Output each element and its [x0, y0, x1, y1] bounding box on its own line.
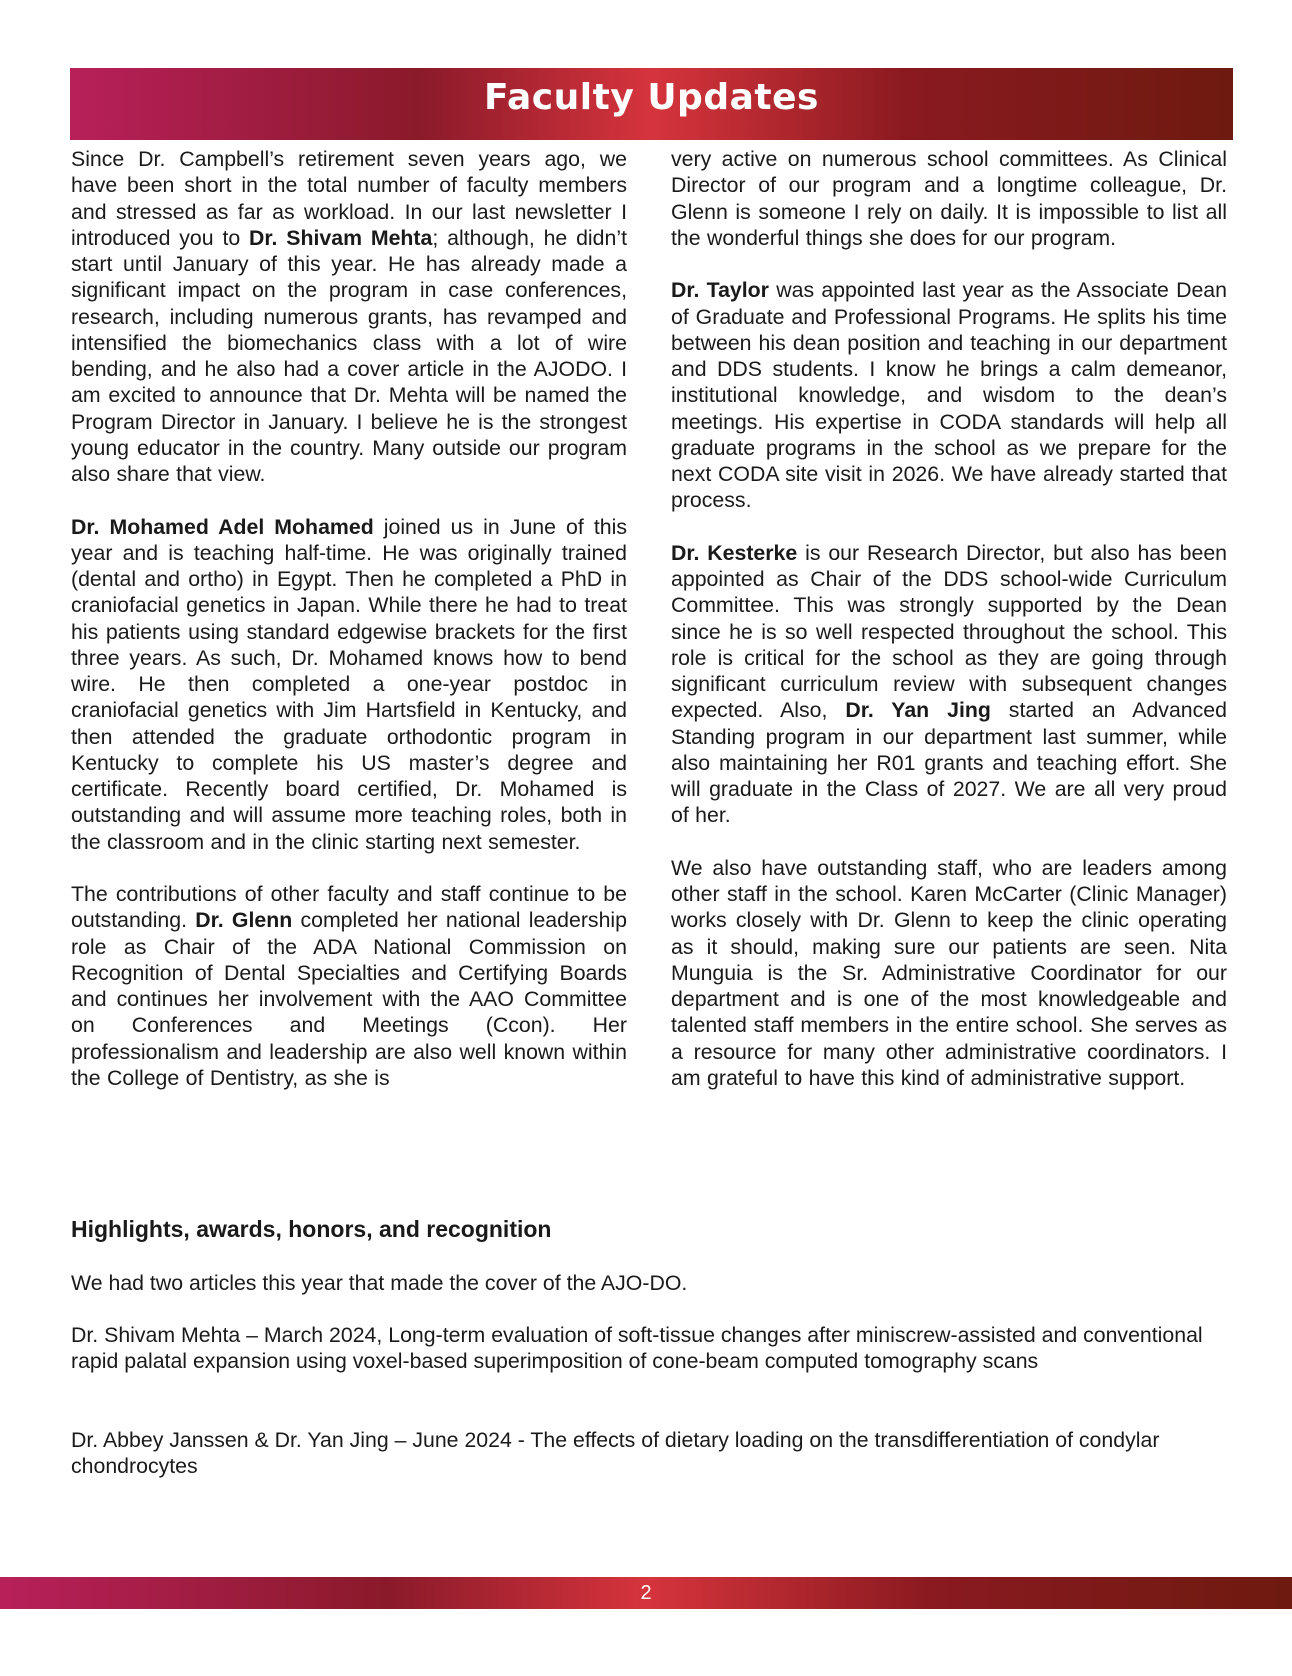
paragraph-glenn [71, 881, 627, 1091]
paragraph-text: joined us in June of this year and is teaching half-time. He was originally trained (dental and ortho) in Egypt. Then he completed a PhD in craniofacial genetics in Japan. While there he had to treat his patients using standard edgewise brackets for the first three years. As such, Dr. Mohamed knows how to bend wire. He then completed a one-year postdoc in craniofacial genetics with Jim Hartsfield in Kentucky, and then attended the graduate orthodontic program in Kentucky to complete his US master’s degree and certificate. Recently board certified, Dr. Mohamed is outstanding and will assume more teaching roles, both in the classroom and in the clinic starting next semester. [71, 514, 627, 854]
paragraph-text: ; although, he didn’t start until January of this year. He has already made a significant impact on the program in case conferences, research, including numerous grants, has revamped and intensified the biomechanics class with a lot of wire bending, and he also had a cover article in the AJODO. I am excited to announce that Dr. Mehta will be named the Program Director in January. I believe he is the strongest young educator in the country. Many outside our program also share that view. [71, 225, 627, 486]
paragraph-text: is our Research Director, but also has been appointed as Chair of the DDS school-wide Curriculum Committee. This was strongly supported by the Dean since he is so well respected throughout the school. This role is critical for the school as they are going through significant curriculum review with subsequent changes expected. Also, [671, 540, 1228, 723]
highlights-heading: Highlights, awards, honors, and recognition [71, 1216, 552, 1242]
left-column [71, 146, 627, 1091]
footer-bar [0, 1577, 1292, 1609]
header-banner [70, 68, 1233, 140]
paragraph-text: The contributions of other faculty and staff continue to be outstanding. [71, 882, 627, 933]
highlight-item-janssen-jing: Dr. Abbey Janssen & Dr. Yan Jing – June 2024 - The effects of dietary loading on the transdifferentiation of condylar chondrocytes [71, 1428, 1160, 1479]
paragraph-text: completed her national leadership role as Chair of the ADA National Commission on Recognition of Dental Specialties and Certifying Boards and continues her involvement with the AAO Committee on Conferences and Meetings (Ccon). Her professionalism and leadership are also well known within the College of Dentistry, as she is [71, 908, 627, 1090]
highlights-intro: We had two articles this year that made the cover of the AJO-DO. [71, 1271, 688, 1295]
faculty-name: Dr. Taylor [671, 278, 769, 303]
paragraph-text: was appointed last year as the Associate Dean of Graduate and Professional Programs. He splits his time between his dean position and teaching in our department and DDS students. I know he brings a calm demeanor, institutional knowledge, and wisdom to the dean’s meetings. His expertise in CODA standards will help all graduate programs in the school as we prepare for the next CODA site visit in 2026. We have already started that process. [671, 278, 1227, 513]
paragraph-staff: We also have outstanding staff, who are leaders among other staff in the school. Karen McCarter (Clinic Manager) works closely with Dr. Glenn to keep the clinic operating as it should, making sure our patients are seen. Nita Munguia is the Sr. Administrative Coordinator for our department and is one of the most knowledgeable and talented staff members in the entire school. She serves as a resource for many other administrative coordinators. I am grateful to have this kind of administrative support. [671, 855, 1227, 1090]
right-column [671, 146, 1227, 1091]
page-title: Faculty Updates [484, 76, 819, 118]
paragraph-glenn-cont: very active on numerous school committees. As Clinical Director of our program and a longtime colleague, Dr. Glenn is someone I rely on daily. It is impossible to list all the wonderful things she does for our program. [671, 147, 1227, 250]
faculty-name: Dr. Mohamed Adel Mohamed [71, 514, 374, 539]
paragraph-mehta [71, 146, 627, 487]
faculty-name: Dr. Yan Jing [845, 698, 991, 723]
page-number: 2 [640, 1581, 652, 1604]
paragraph-kesterke [671, 540, 1227, 829]
paragraph-mohamed [71, 514, 627, 855]
faculty-name: Dr. Shivam Mehta [249, 225, 433, 250]
paragraph-taylor [671, 277, 1227, 513]
highlight-item-mehta: Dr. Shivam Mehta – March 2024, Long-term evaluation of soft-tissue changes after miniscrew-assisted and conventional rapid palatal expansion using voxel-based superimposition of cone-beam computed tomography scans [71, 1323, 1203, 1374]
faculty-name: Dr. Kesterke [671, 540, 798, 565]
paragraph-text: started an Advanced Standing program in our department last summer, while also maintaining her R01 grants and teaching effort. She will graduate in the Class of 2027. We are all very proud of her. [671, 698, 1227, 828]
faculty-name: Dr. Glenn [195, 908, 293, 933]
paragraph-text: Since Dr. Campbell’s retirement seven years ago, we have been short in the total number of faculty members and stressed as far as workload. In our last newsletter I introduced you to [71, 147, 627, 250]
